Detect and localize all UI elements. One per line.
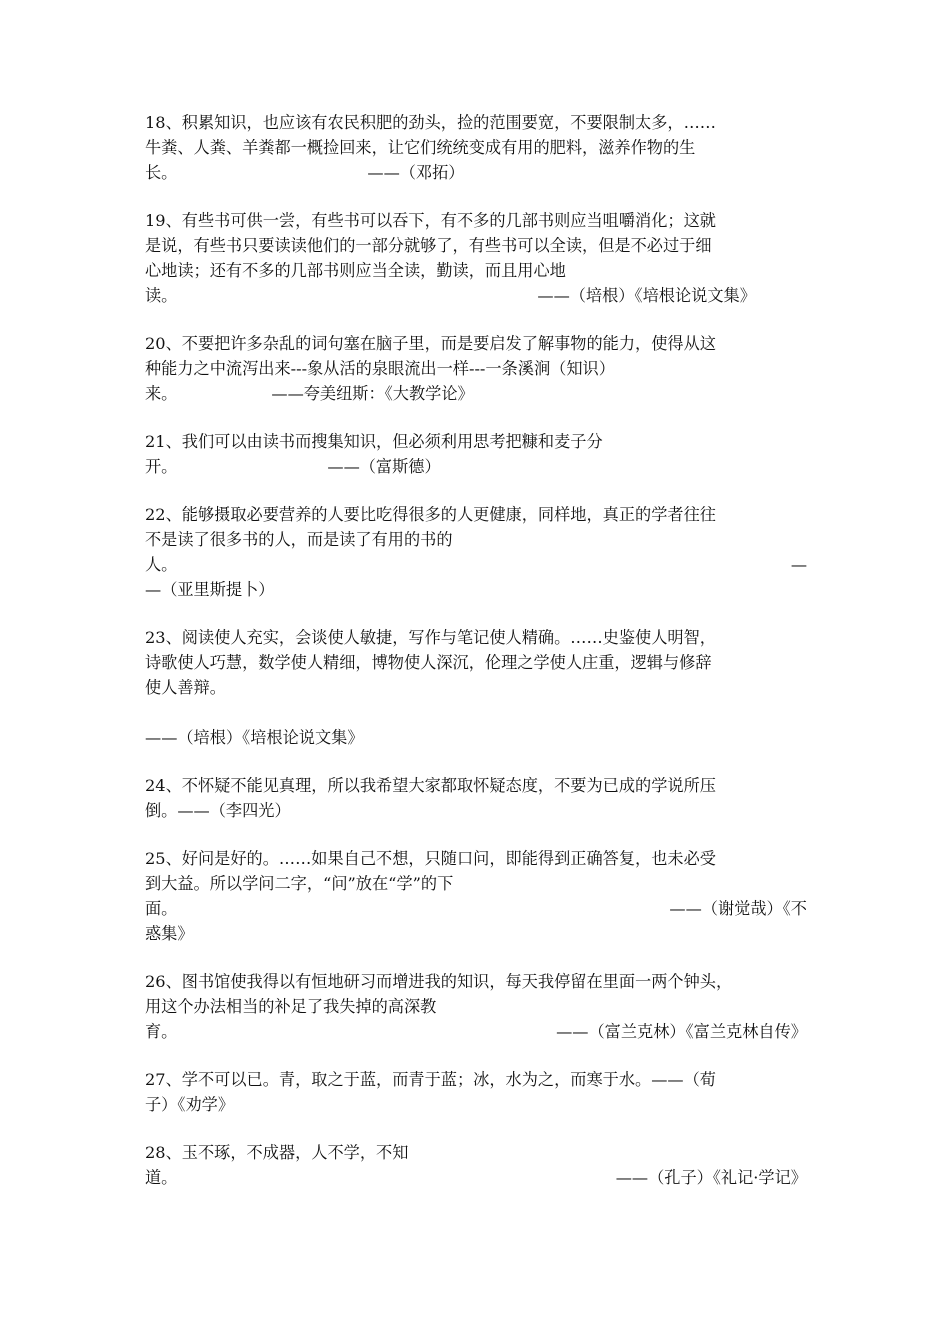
quote-line: 使人善辩。 <box>145 678 226 697</box>
quote-line-end: 面。 <box>145 899 178 918</box>
quote-line: 子）《劝学》 <box>145 1095 235 1114</box>
quote-line: 用这个办法相当的补足了我失掉的高深教 <box>145 997 437 1016</box>
quote-attribution: ——（富斯德） <box>327 457 441 476</box>
quote-28 <box>145 1140 807 1190</box>
quote-attribution: ——（富兰克林）《富兰克林自传》 <box>556 1022 807 1041</box>
quote-line: 到大益。所以学问二字，“问”放在“学”的下 <box>145 874 454 893</box>
quote-attribution-tail: 惑集》 <box>145 924 194 943</box>
quote-attribution: ——（培根）《培根论说文集》 <box>537 286 756 305</box>
quote-line: 22、能够摄取必要营养的人要比吃得很多的人更健康，同样地，真正的学者往往 <box>145 505 716 524</box>
quote-last-line <box>145 896 807 921</box>
quote-21 <box>145 429 807 479</box>
quote-24 <box>145 773 807 823</box>
quote-line: 18、积累知识，也应该有农民积肥的劲头，捡的范围要宽，不要限制太多，…… <box>145 113 716 132</box>
quote-line: 牛粪、人粪、羊粪都一概捡回来，让它们统统变成有用的肥料，滋养作物的生 <box>145 138 696 157</box>
quote-line: 25、好问是好的。……如果自己不想，只随口问，即能得到正确答复，也未必受 <box>145 849 716 868</box>
quote-27 <box>145 1067 807 1117</box>
quote-line: 26、图书馆使我得以有恒地研习而增进我的知识，每天我停留在里面一两个钟头， <box>145 972 733 991</box>
quote-last-line <box>145 454 807 479</box>
quote-last-line <box>145 1019 807 1044</box>
quote-line: 种能力之中流泻出来---象从活的泉眼流出一样---一条溪涧（知识） <box>145 359 615 378</box>
quote-attribution: ——夸美纽斯：《大教学论》 <box>271 384 474 403</box>
quote-18 <box>145 110 807 185</box>
quote-attribution: ——（谢觉哉）《不 <box>669 899 807 918</box>
quote-line: 是说，有些书只要读读他们的一部分就够了，有些书可以全读，但是不必过于细 <box>145 236 712 255</box>
quote-line: 28、玉不琢，不成器，人不学，不知 <box>145 1143 409 1162</box>
quote-line-end: 读。 <box>145 286 178 305</box>
quote-line-end: 来。 <box>145 384 178 403</box>
quote-line: 心地读；还有不多的几部书则应当全读，勤读，而且用心地 <box>145 261 566 280</box>
quote-attribution: ——（邓拓） <box>367 163 465 182</box>
quote-line: 倒。——（李四光） <box>145 801 291 820</box>
quote-last-line <box>145 160 807 185</box>
quote-22 <box>145 502 807 602</box>
blank-line <box>145 700 807 725</box>
quote-attribution: ——（孔子）《礼记·学记》 <box>615 1168 807 1187</box>
quote-line: 27、学不可以已。青，取之于蓝，而青于蓝；冰，水为之，而寒于水。——（荀 <box>145 1070 716 1089</box>
quote-last-line <box>145 1165 807 1190</box>
quote-last-line <box>145 283 807 308</box>
quote-attribution: — <box>790 555 807 574</box>
quote-23 <box>145 625 807 750</box>
quote-line-end: 开。 <box>145 457 178 476</box>
quote-line: 19、有些书可供一尝，有些书可以吞下，有不多的几部书则应当咀嚼消化；这就 <box>145 211 716 230</box>
document-page <box>145 110 807 1213</box>
quote-line-end: 道。 <box>145 1168 178 1187</box>
quote-20 <box>145 331 807 406</box>
quote-line: 21、我们可以由读书而搜集知识，但必须利用思考把糠和麦子分 <box>145 432 603 451</box>
quote-line: 不是读了很多书的人，而是读了有用的书的 <box>145 530 453 549</box>
quote-last-line <box>145 552 807 577</box>
quote-last-line <box>145 381 807 406</box>
quote-line: 24、不怀疑不能见真理，所以我希望大家都取怀疑态度，不要为已成的学说所压 <box>145 776 716 795</box>
quote-line: 20、不要把许多杂乱的词句塞在脑子里，而是要启发了解事物的能力，使得从这 <box>145 334 716 353</box>
quote-attribution: ——（培根）《培根论说文集》 <box>145 728 364 747</box>
quote-line-end: 人。 <box>145 555 178 574</box>
quote-line-end: 长。 <box>145 163 178 182</box>
quote-line: 23、阅读使人充实，会谈使人敏捷，写作与笔记使人精确。……史鉴使人明智， <box>145 628 716 647</box>
quote-26 <box>145 969 807 1044</box>
quote-line-end: 育。 <box>145 1022 178 1041</box>
quote-19 <box>145 208 807 308</box>
quote-attribution-tail: —（亚里斯提卜） <box>145 580 275 599</box>
quote-line: 诗歌使人巧慧，数学使人精细，博物使人深沉，伦理之学使人庄重，逻辑与修辞 <box>145 653 712 672</box>
quote-25 <box>145 846 807 946</box>
